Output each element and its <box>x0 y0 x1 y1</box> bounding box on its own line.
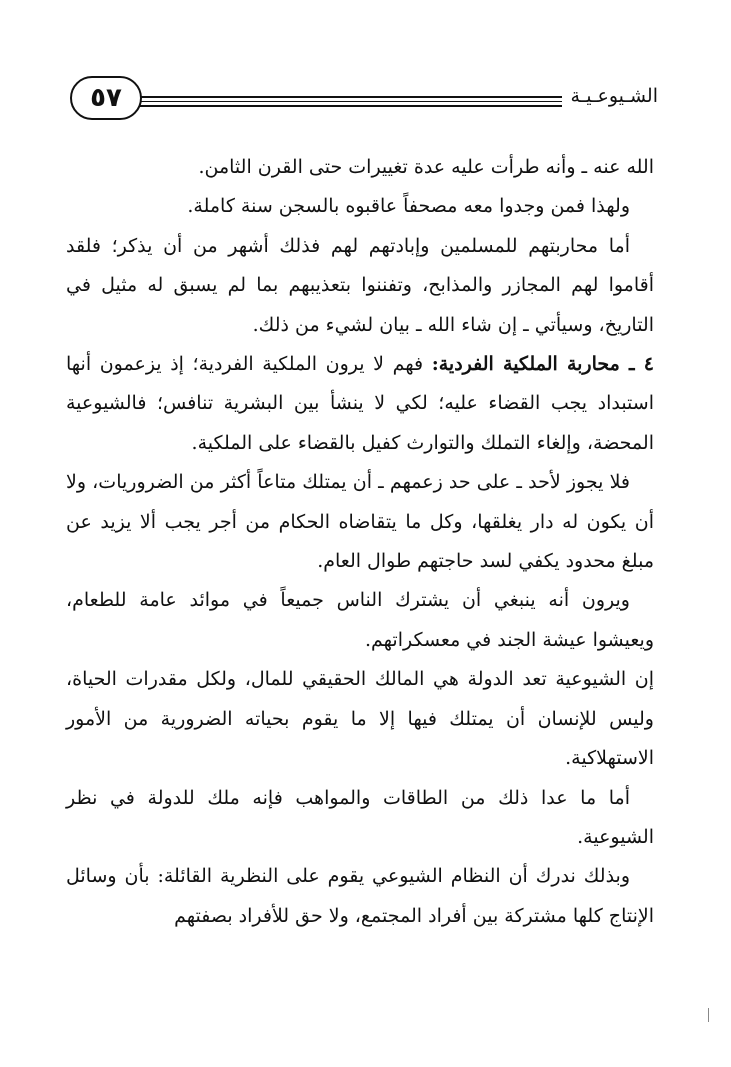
paragraph <box>66 148 654 187</box>
paragraph-text: أما محاربتهم للمسلمين وإبادتهم لهم فذلك أشهر من أن يذكر؛ فلقد أقاموا لهم المجازر والمذابح، وتفننوا بتعذيبهم بما لم يسبق له مثيل في التاريخ، وسيأتي ـ إن شاء الله ـ بيان لشيء من ذلك. <box>66 234 654 336</box>
paragraph-text: وبذلك ندرك أن النظام الشيوعي يقوم على النظرية القائلة: بأن وسائل الإنتاج كلها مشتركة بين أفراد المجتمع، ولا حق للأفراد بصفتهم <box>66 865 654 927</box>
paragraph <box>66 779 654 858</box>
section-heading: ٤ ـ محاربة الملكية الفردية: <box>431 353 654 376</box>
paragraph-text: إن الشيوعية تعد الدولة هي المالك الحقيقي للمال، ولكل مقدرات الحياة، وليس للإنسان أن يمتلك فيها إلا ما يقوم بحياته الضرورية من الأمور الاستهلاكية. <box>66 668 654 770</box>
paragraph-text: أما ما عدا ذلك من الطاقات والمواهب فإنه ملك للدولة في نظر الشيوعية. <box>66 786 654 848</box>
header-rule <box>138 101 562 102</box>
paragraph <box>66 227 654 345</box>
body-text <box>66 148 654 936</box>
paragraph <box>66 345 654 463</box>
paragraph <box>66 463 654 581</box>
paragraph-text: ويرون أنه ينبغي أن يشترك الناس جميعاً في موائد عامة للطعام، ويعيشوا عيشة الجند في معسكراتهم. <box>66 589 654 651</box>
paragraph-text: فلا يجوز لأحد ـ على حد زعمهم ـ أن يمتلك متاعاً أكثر من الضروريات، ولا أن يكون له دار يغلقها، وكل ما يتقاضاه الحكام من أجر يجب ألا يزيد عن مبلغ محدود يكفي لسد حاجتهم طوال العام. <box>66 471 654 573</box>
header-rule <box>138 105 562 107</box>
margin-mark <box>708 1008 709 1022</box>
paragraph-text: ولهذا فمن وجدوا معه مصحفاً عاقبوه بالسجن سنة كاملة. <box>187 195 630 218</box>
paragraph <box>66 187 654 226</box>
page-header <box>68 76 658 126</box>
page-number-badge <box>70 76 142 120</box>
paragraph <box>66 581 654 660</box>
header-rule <box>138 96 562 98</box>
page-number: ٥٧ <box>90 83 122 113</box>
paragraph <box>66 660 654 778</box>
paragraph-text: فهم لا يرون الملكية الفردية؛ إذ يزعمون أنها استبداد يجب القضاء عليه؛ لكي لا ينشأ بين البشرية تنافس؛ فالشيوعية المحضة، وإلغاء التملك والتوارث كفيل بالقضاء على الملكية. <box>66 353 654 454</box>
running-title: الشـيوعـيـة <box>570 85 658 107</box>
paragraph-text: الله عنه ـ وأنه طرأت عليه عدة تغييرات حتى القرن الثامن. <box>198 156 654 178</box>
paragraph <box>66 857 654 936</box>
